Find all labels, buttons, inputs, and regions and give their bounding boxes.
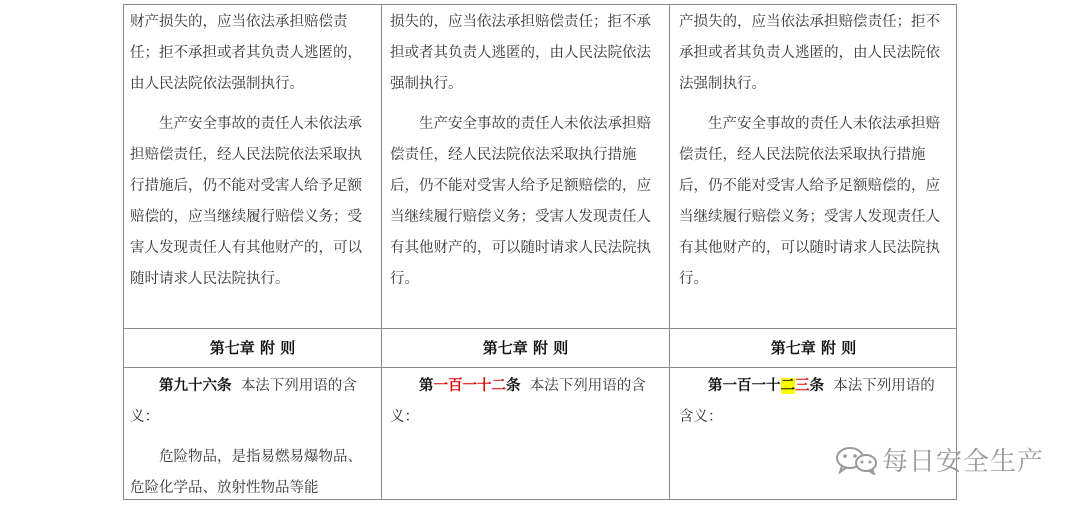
col3-article bbox=[679, 371, 947, 433]
row-divider bbox=[124, 367, 956, 368]
col1-body-cell bbox=[130, 7, 370, 295]
watermark bbox=[834, 441, 1044, 478]
column-divider bbox=[669, 5, 670, 499]
col2-article-number-changed: 一百一十二 bbox=[433, 378, 506, 394]
column-divider bbox=[381, 5, 382, 499]
col2-article-number bbox=[419, 378, 521, 394]
col2-article bbox=[390, 371, 658, 433]
col2-paragraph-1: 损失的，应当依法承担赔偿责任；拒不承担或者其负责人逃匿的，由人民法院依法强制执行。 bbox=[390, 14, 651, 92]
col1-article-cell bbox=[130, 371, 370, 504]
col3-article-number bbox=[708, 378, 824, 394]
wechat-icon bbox=[834, 445, 878, 475]
col2-article-text: 本法下列用语的含义： bbox=[390, 378, 646, 425]
col3-article-text: 本法下列用语的含义： bbox=[679, 378, 935, 425]
col3-paragraph-2: 生产安全事故的责任人未依法承担赔偿责任，经人民法院依法采取执行措施后，仍不能对受害人给予足额赔偿的，应当继续履行赔偿义务；受害人发现责任人有其他财产的，可以随时请求人民法院执行。 bbox=[679, 116, 940, 287]
col1-article-text: 本法下列用语的含义： bbox=[130, 378, 357, 425]
col3-article-number-highlight: 二 bbox=[780, 378, 795, 394]
col2-article-number-suffix: 条 bbox=[506, 378, 521, 394]
col2-article-cell bbox=[390, 371, 658, 433]
col2-article-number-prefix: 第 bbox=[419, 378, 434, 394]
col3-article-number-changed: 三 bbox=[795, 378, 810, 394]
col3-article-number-prefix: 第一百一十 bbox=[708, 378, 781, 394]
col3-chapter-heading: 第七章 附 则 bbox=[770, 339, 857, 357]
col1-paragraph-1: 财产损失的，应当依法承担赔偿责任；拒不承担或者其负责人逃匿的，由人民法院依法强制执行。 bbox=[130, 14, 362, 92]
col1-article-number: 第九十六条 bbox=[159, 378, 232, 394]
col3-paragraph-1: 产损失的，应当依法承担赔偿责任；拒不承担或者其负责人逃匿的，由人民法院依法强制执行。 bbox=[679, 14, 940, 92]
watermark-text: 每日安全生产 bbox=[882, 447, 1045, 477]
col3-article-number-suffix: 条 bbox=[809, 378, 824, 394]
col1-chapter-heading: 第七章 附 则 bbox=[209, 339, 296, 357]
row-divider bbox=[124, 328, 956, 329]
col2-paragraph-2: 生产安全事故的责任人未依法承担赔偿责任，经人民法院依法采取执行措施后，仍不能对受害人给予足额赔偿的，应当继续履行赔偿义务；受害人发现责任人有其他财产的，可以随时请求人民法院执行。 bbox=[390, 116, 651, 287]
col1-paragraph-3: 危险物品，是指易燃易爆物品、危险化学品、放射性物品等能 bbox=[130, 449, 362, 496]
comparison-table bbox=[123, 4, 957, 500]
col3-body-cell bbox=[679, 7, 947, 295]
col3-article-cell bbox=[679, 371, 947, 433]
col1-article bbox=[130, 371, 370, 433]
col2-body-cell bbox=[390, 7, 658, 295]
col2-chapter-heading: 第七章 附 则 bbox=[482, 339, 569, 357]
col1-paragraph-2: 生产安全事故的责任人未依法承担赔偿责任，经人民法院依法采取执行措施后，仍不能对受害人给予足额赔偿的，应当继续履行赔偿义务；受害人发现责任人有其他财产的，可以随时请求人民法院执行。 bbox=[130, 116, 362, 287]
